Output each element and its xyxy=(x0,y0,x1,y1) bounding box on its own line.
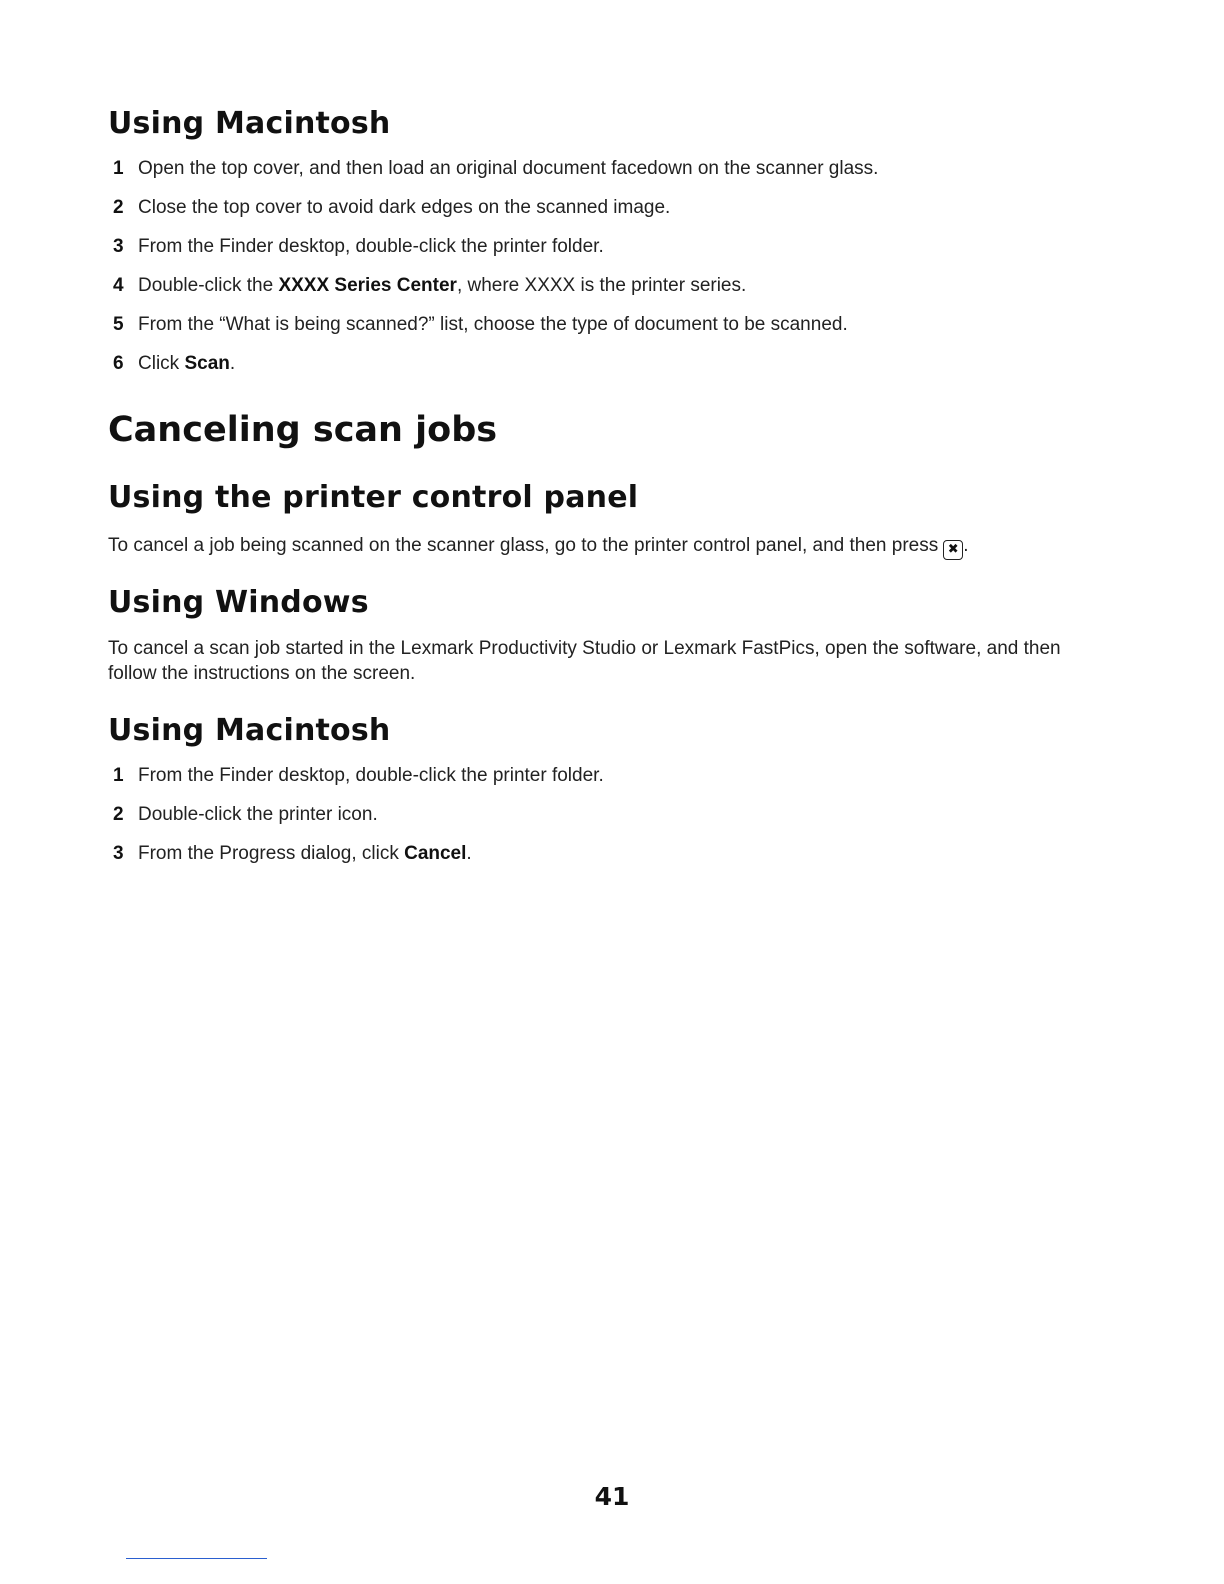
step-text xyxy=(138,353,235,375)
heading-using-windows: Using Windows xyxy=(108,585,369,620)
step-text-bold: Cancel xyxy=(404,843,467,864)
step-text: From the Finder desktop, double-click the printer folder. xyxy=(138,236,604,257)
list-item xyxy=(108,236,1118,275)
list-item xyxy=(108,353,1118,392)
step-text: From the Finder desktop, double-click the printer folder. xyxy=(138,765,604,786)
control-panel-instructions xyxy=(108,533,1118,560)
control-panel-text: To cancel a job being scanned on the scanner glass, go to the printer control panel, and then press xyxy=(108,535,939,556)
list-item xyxy=(108,197,1118,236)
list-item xyxy=(108,843,1118,882)
list-item xyxy=(108,314,1118,353)
footer-divider xyxy=(126,1558,267,1559)
step-text: From the “What is being scanned?” list, choose the type of document to be scanned. xyxy=(138,314,848,335)
step-number: 5 xyxy=(113,314,124,335)
scan-steps-list xyxy=(108,158,1118,392)
step-number: 3 xyxy=(113,843,124,864)
heading-canceling-scan-jobs: Canceling scan jobs xyxy=(108,410,498,450)
step-number: 1 xyxy=(113,765,124,786)
step-number: 1 xyxy=(113,158,124,179)
step-number: 2 xyxy=(113,804,124,825)
step-text-bold: XXXX Series Center xyxy=(278,275,457,296)
step-text-post: , where XXXX is the printer series. xyxy=(456,275,747,296)
step-number: 3 xyxy=(113,236,124,257)
step-text: Open the top cover, and then load an original document facedown on the scanner glass. xyxy=(138,158,879,179)
step-text-pre: From the Progress dialog, click xyxy=(138,843,405,864)
heading-using-macintosh-scan: Using Macintosh xyxy=(108,106,391,141)
step-text-pre: Double-click the xyxy=(138,275,279,296)
list-item xyxy=(108,765,1118,804)
step-text: Double-click the printer icon. xyxy=(138,804,378,825)
step-number: 6 xyxy=(113,353,124,374)
step-text: Close the top cover to avoid dark edges on the scanned image. xyxy=(138,197,671,218)
list-item xyxy=(108,158,1118,197)
heading-using-printer-control-panel: Using the printer control panel xyxy=(108,480,639,515)
list-item xyxy=(108,275,1118,314)
step-text xyxy=(138,275,746,297)
step-number: 4 xyxy=(113,275,124,296)
step-text xyxy=(138,843,472,865)
cancel-steps-list xyxy=(108,765,1118,882)
list-item xyxy=(108,804,1118,843)
heading-using-macintosh-cancel: Using Macintosh xyxy=(108,713,391,748)
step-text-bold: Scan xyxy=(184,353,230,374)
step-text-post: . xyxy=(229,353,236,374)
page-number: 41 xyxy=(594,1482,630,1511)
step-number: 2 xyxy=(113,197,124,218)
step-text-pre: Click xyxy=(138,353,185,374)
windows-instructions: To cancel a scan job started in the Lexmark Productivity Studio or Lexmark FastPics, open the software, and then follow the instructions on the screen. xyxy=(108,638,1061,684)
control-panel-text-end: . xyxy=(963,535,969,556)
cancel-x-button-icon: ✖ xyxy=(943,540,963,560)
step-text-post: . xyxy=(466,843,472,864)
